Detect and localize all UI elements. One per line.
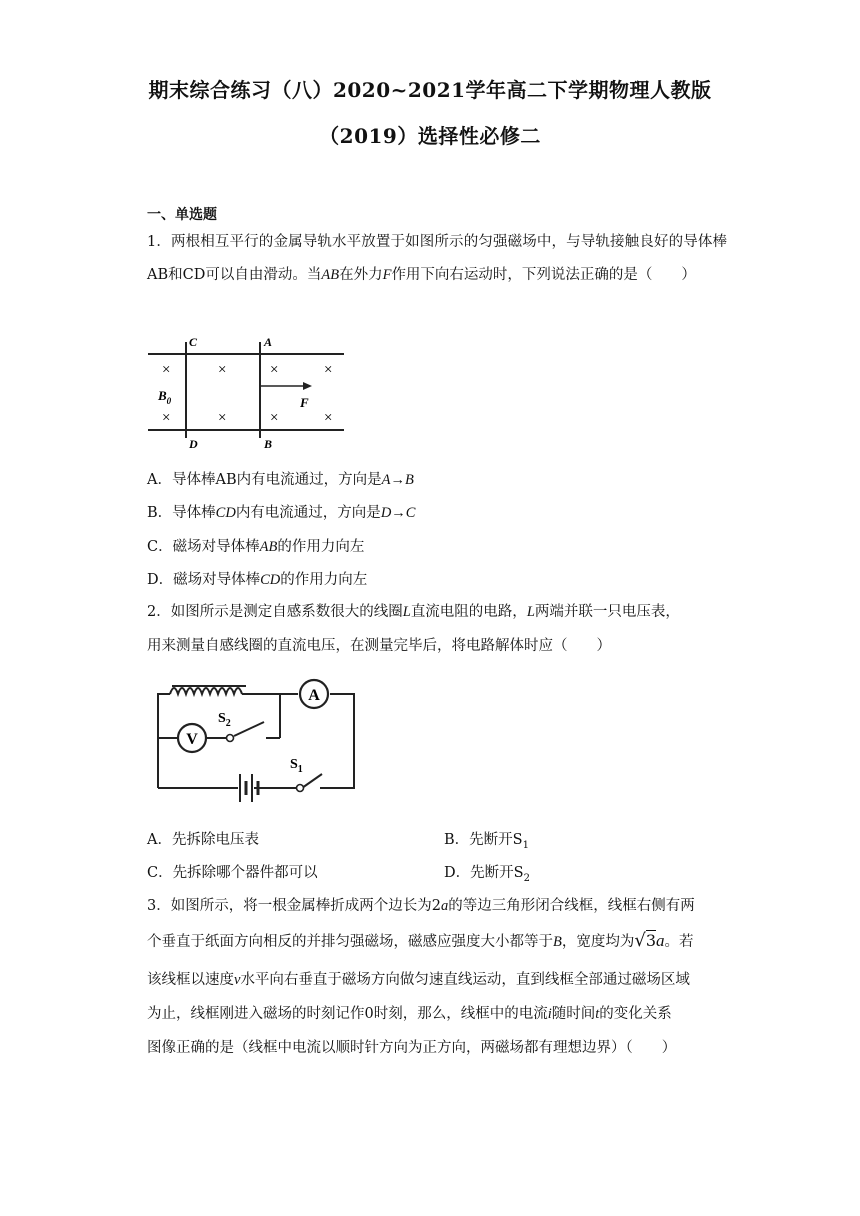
question-1-stem: 1．两根相互平行的金属导轨水平放置于如图所示的匀强磁场中，与导轨接触良好的导体棒AB和CD可以自由滑动。当AB在外力F作用下向右运动时，下列说法正确的是（ ） — [147, 234, 727, 283]
field-label-b0: $B_0$ — [158, 388, 172, 406]
question-3-line1: 3．如图所示，将一根金属棒折成两个边长为2a的等边三角形闭合线框，线框右侧有两 — [147, 898, 695, 914]
field-cross: × — [324, 410, 333, 426]
rod-label-a: A — [264, 335, 273, 349]
force-label-f: F — [300, 395, 309, 410]
section-heading: 一、单选题 — [147, 207, 217, 223]
document-title-line1: 期末综合练习（八）2020~2021学年高二下学期物理人教版 — [148, 78, 712, 102]
question-2-circuit-figure — [150, 678, 370, 812]
field-cross: × — [324, 362, 333, 378]
question-3-line5: 图像正确的是（线框中电流以顺时针方向为正方向，两磁场都有理想边界）（ ） — [147, 1040, 677, 1056]
question-1-option-c: C．磁场对导体棒AB的作用力向左 — [147, 539, 365, 555]
question-2-option-a: A．先拆除电压表 — [147, 832, 259, 848]
rod-label-d: D — [189, 437, 198, 450]
field-cross: × — [162, 362, 171, 378]
sqrt-symbol: √ — [634, 930, 646, 951]
question-1-figure — [148, 334, 348, 450]
field-cross: × — [218, 410, 227, 426]
voltmeter-label: V — [186, 731, 198, 748]
document-title-line2: （2019）选择性必修二 — [319, 124, 541, 148]
switch-s2-label: $S_2$ — [218, 711, 231, 729]
question-1-option-a: A．导体棒AB内有电流通过，方向是A→B — [147, 472, 414, 488]
question-2-option-c: C．先拆除哪个器件都可以 — [147, 865, 318, 881]
rod-label-b: B — [264, 437, 273, 450]
question-3-line4: 为止，线框刚进入磁场的时刻记作0时刻，那么，线框中的电流i随时间t的变化关系 — [147, 1006, 672, 1022]
rod-label-c: C — [189, 335, 198, 349]
field-cross: × — [218, 362, 227, 378]
field-cross: × — [270, 362, 279, 378]
question-1-option-d: D．磁场对导体棒CD的作用力向左 — [147, 572, 368, 588]
question-2-option-b: B．先断开$S_1$ — [444, 832, 529, 851]
question-1-option-b: B．导体棒CD内有电流通过，方向是D→C — [147, 505, 416, 521]
question-2-option-d: D．先断开$S_2$ — [444, 865, 530, 884]
question-2-stem-line2: 用来测量自感线圈的直流电压，在测量完毕后，将电路解体时应（ ） — [147, 638, 611, 654]
question-2-stem-line1: 2．如图所示是测定自感系数很大的线圈L直流电阻的电路，L两端并联一只电压表， — [147, 604, 680, 620]
question-3-line2: 个垂直于纸面方向相反的并排匀强磁场，磁感应强度大小都等于B，宽度均为√3a。若 — [147, 930, 694, 951]
switch-s1-label: $S_1$ — [290, 757, 303, 775]
ammeter-label: A — [308, 687, 320, 704]
question-3-line3: 该线框以速度v水平向右垂直于磁场方向做匀速直线运动，直到线框全部通过磁场区域 — [147, 972, 690, 988]
field-cross: × — [270, 410, 279, 426]
field-cross: × — [162, 410, 171, 426]
